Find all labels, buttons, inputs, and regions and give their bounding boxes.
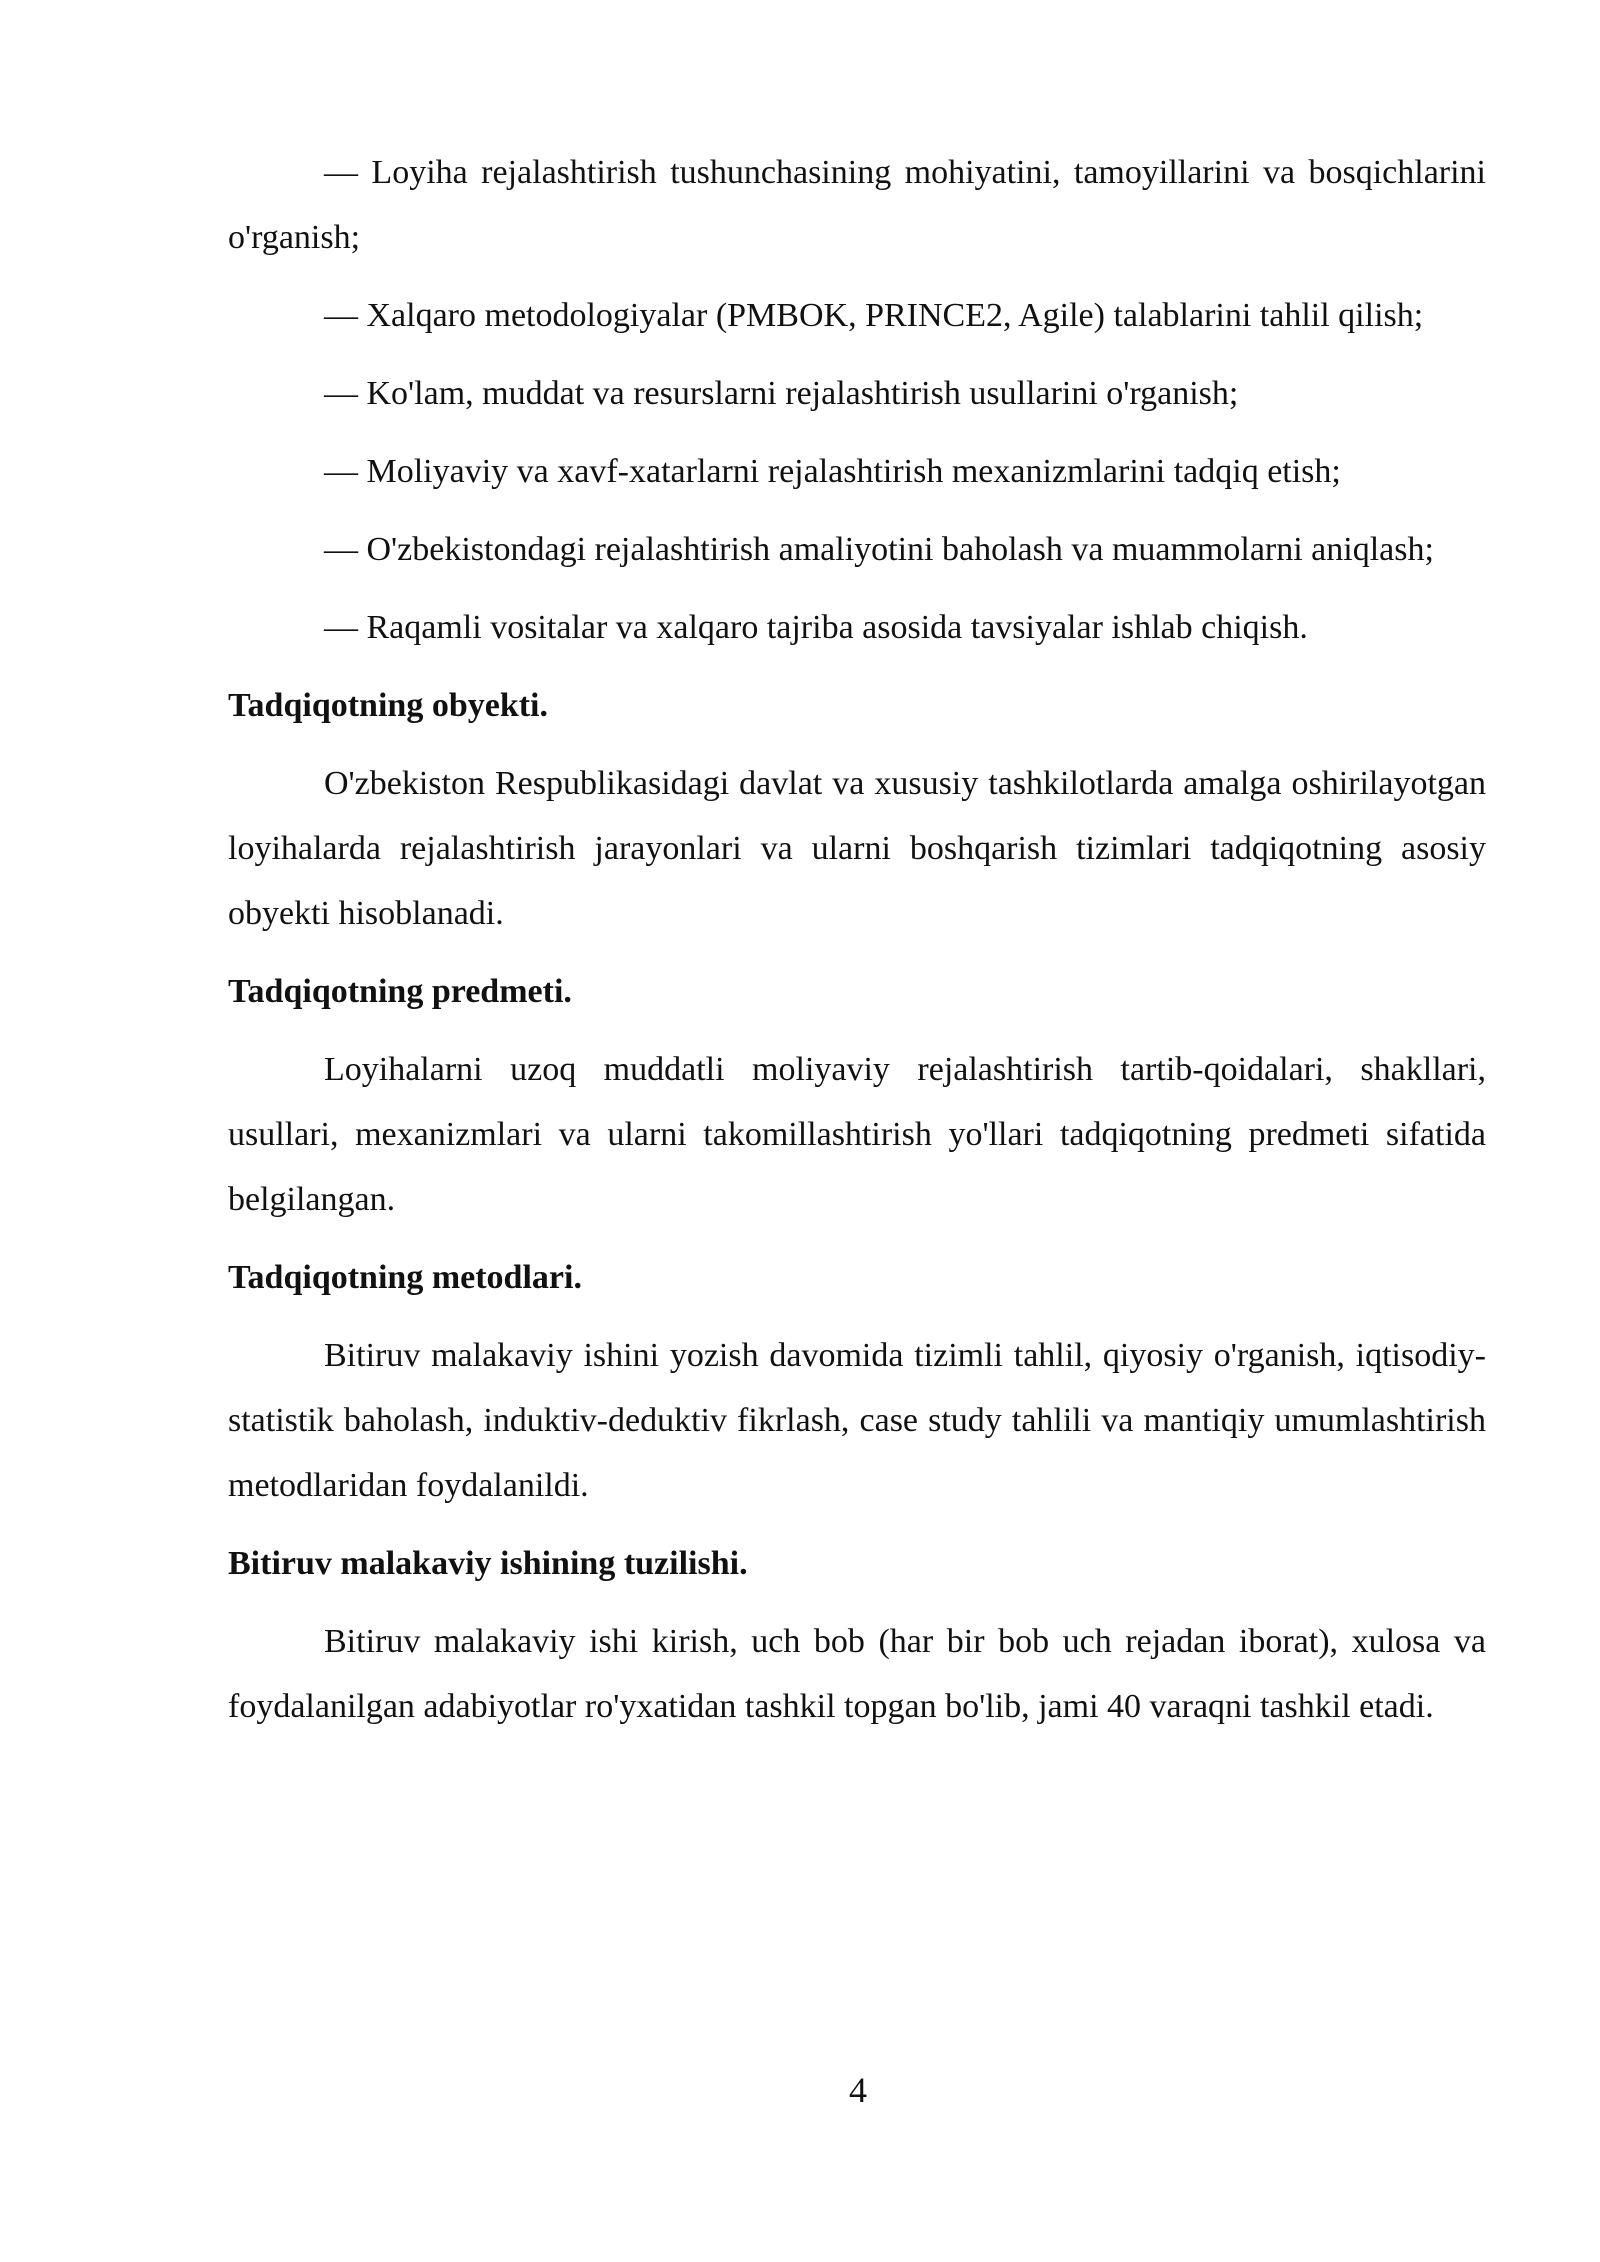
section-heading: Tadqiqotning obyekti. [228,687,548,724]
section-object [228,673,1486,946]
objective-item: — Raqamli vositalar va xalqaro tajriba asosida tavsiyalar ishlab chiqish. [324,609,1308,646]
page-number: 4 [849,2070,867,2110]
document-page [228,140,1486,1752]
objective-item: — Ko'lam, muddat va resurslarni rejalashtirish usullarini o'rganish; [324,375,1239,412]
section-heading: Tadqiqotning predmeti. [228,973,572,1010]
section-heading: Tadqiqotning metodlari. [228,1259,582,1296]
objective-item: — Loyiha rejalashtirish tushunchasining mohiyatini, tamoyillarini va bosqichlarini o'rganish; [228,154,1486,256]
section-paragraph: Loyihalarni uzoq muddatli moliyaviy rejalashtirish tartib-qoidalari, shakllari, usullari, mexanizmlari va ularni takomillashtirish yo'llari tadqiqotning predmeti sifatida belgilangan. [228,1051,1486,1218]
objectives-list [228,140,1486,660]
section-structure [228,1531,1486,1739]
section-subject [228,959,1486,1232]
section-heading: Bitiruv malakaviy ishining tuzilishi. [228,1545,748,1582]
section-paragraph: Bitiruv malakaviy ishini yozish davomida tizimli tahlil, qiyosiy o'rganish, iqtisodiy-statistik baholash, induktiv-deduktiv fikrlash, case study tahlili va mantiqiy umumlashtirish metodlaridan foydalanildi. [228,1337,1486,1504]
objective-item: — Xalqaro metodologiyalar (PMBOK, PRINCE2, Agile) talablarini tahlil qilish; [324,297,1424,334]
section-paragraph: Bitiruv malakaviy ishi kirish, uch bob (har bir bob uch rejadan iborat), xulosa va foydalanilgan adabiyotlar ro'yxatidan tashkil topgan bo'lib, jami 40 varaqni tashkil etadi. [228,1623,1486,1725]
objective-item: — Moliyaviy va xavf-xatarlarni rejalashtirish mexanizmlarini tadqiq etish; [324,453,1341,490]
section-paragraph: O'zbekiston Respublikasidagi davlat va xususiy tashkilotlarda amalga oshirilayotgan loyihalarda rejalashtirish jarayonlari va ularni boshqarish tizimlari tadqiqotning asosiy obyekti hisoblanadi. [228,765,1486,932]
section-methods [228,1245,1486,1518]
objective-item: — O'zbekistondagi rejalashtirish amaliyotini baholash va muammolarni aniqlash; [324,531,1434,568]
